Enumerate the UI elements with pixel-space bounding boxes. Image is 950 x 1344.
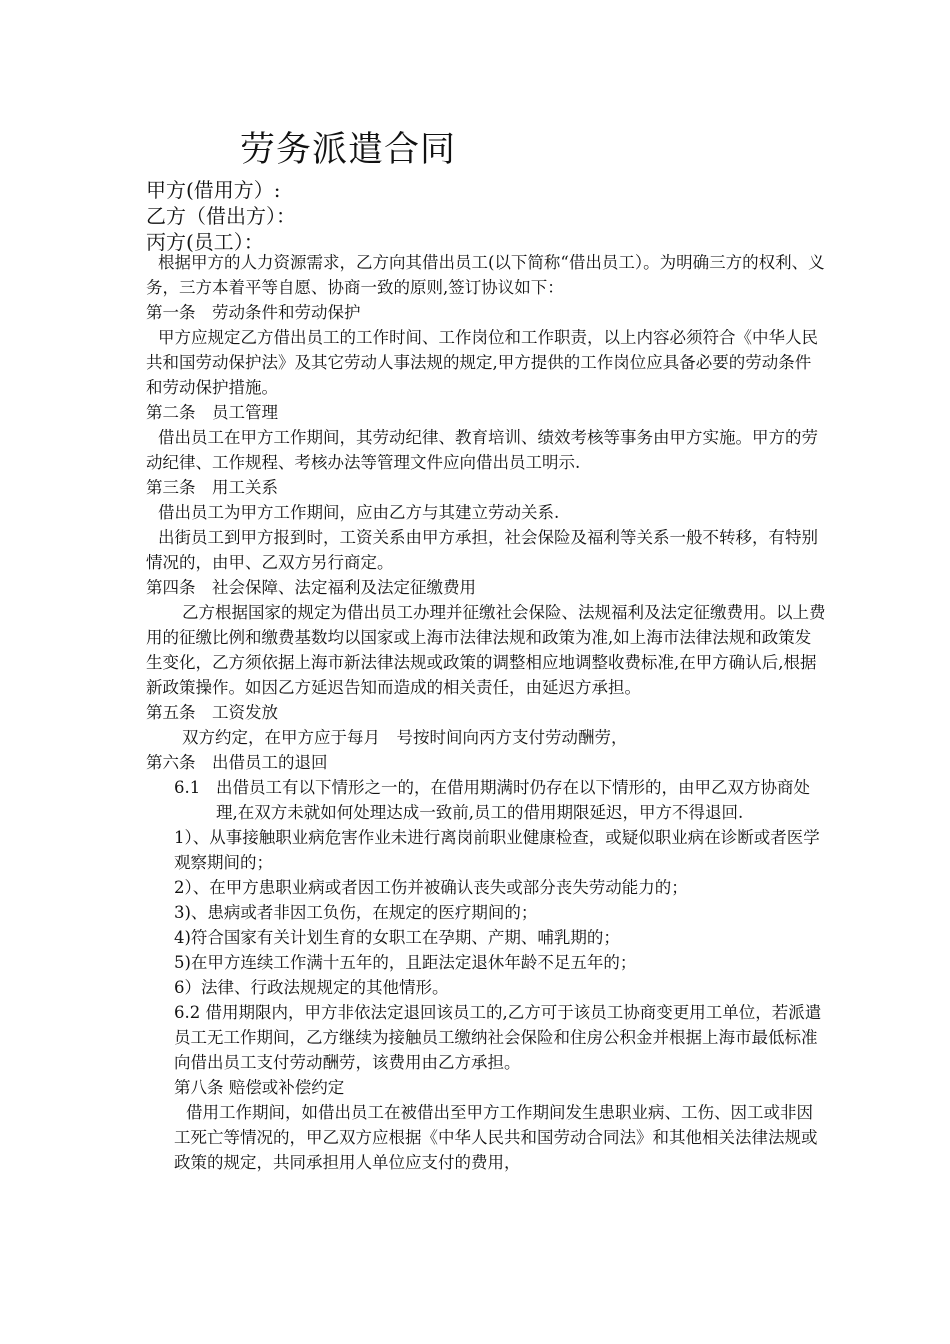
item-6-1	[146, 775, 826, 825]
subitem-1: 1）、从事接触职业病危害作业未进行离岗前职业健康检查，或疑似职业病在诊断或者医学观察期间的；	[174, 828, 820, 872]
article3-heading: 第三条 用工关系	[146, 478, 278, 497]
article8-block	[146, 1075, 826, 1175]
article3-text2: 出街员工到甲方报到时，工资关系由甲方承担，社会保险及福利等关系一般不转移，有特别情况的，由甲、乙双方另行商定。	[146, 528, 818, 572]
article4-text: 乙方根据国家的规定为借出员工办理并征缴社会保险、法规福利及法定征缴费用。以上费用的征缴比例和缴费基数均以国家或上海市法律法规和政策为准,如上海市法律法规和政策发生变化，乙方须依据上海市新法律法规或政策的调整相应地调整收费标准,在甲方确认后,根据新政策操作。如因乙方延迟告知而造成的相关责任，由延迟方承担。	[146, 603, 826, 697]
article3-text1: 借出员工为甲方工作期间，应由乙方与其建立劳动关系.	[158, 503, 560, 522]
intro-paragraph: 根据甲方的人力资源需求，乙方向其借出员工(以下简称“借出员工）。为明确三方的权利、义务，三方本着平等自愿、协商一致的原则,签订协议如下：	[146, 253, 825, 297]
article6-heading: 第六条 出借员工的退回	[146, 753, 328, 772]
subitem-5: 5)在甲方连续工作满十五年的，且距法定退休年龄不足五年的；	[174, 953, 637, 972]
article2-text: 借出员工在甲方工作期间，其劳动纪律、教育培训、绩效考核等事务由甲方实施。甲方的劳动纪律、工作规程、考核办法等管理文件应向借出员工明示.	[146, 428, 818, 472]
subitem-6: 6）法律、行政法规规定的其他情形。	[174, 978, 449, 997]
party-staff: 丙方(员工）：	[146, 230, 264, 254]
article5-text: 双方约定，在甲方应于每月 号按时间向丙方支付劳动酬劳，	[182, 728, 628, 747]
article8-text: 借用工作期间，如借出员工在被借出至甲方工作期间发生患职业病、工伤、因工或非因工死亡等情况的，甲乙双方应根据《中华人民共和国劳动合同法》和其他相关法律法规或政策的规定，共同承担用人单位应支付的费用，	[174, 1103, 818, 1172]
article8-heading: 第八条 赔偿或补偿约定	[174, 1078, 345, 1097]
item-6-1-number: 6.1	[174, 778, 201, 797]
document-title: 劳务派遣合同	[240, 130, 457, 170]
subitem-3: 3)、患病或者非因工负伤，在规定的医疗期间的；	[174, 903, 538, 922]
article4-heading: 第四条 社会保障、法定福利及法定征缴费用	[146, 578, 476, 597]
subitem-4: 4)符合国家有关计划生育的女职工在孕期、产期、哺乳期的；	[174, 928, 620, 947]
party-seller: 乙方（借出方）：	[146, 204, 296, 228]
article1-text: 甲方应规定乙方借出员工的工作时间、工作岗位和工作职责，以上内容必须符合《中华人民共和国劳动保护法》及其它劳动人事法规的规定,甲方提供的工作岗位应具备必要的劳动条件和劳动保护措施。	[146, 328, 818, 397]
item-6-1-subitems	[146, 825, 826, 1075]
article1-heading: 第一条 劳动条件和劳动保护	[146, 303, 361, 322]
subitem-2: 2）、在甲方患职业病或者因工伤并被确认丧失或部分丧失劳动能力的；	[174, 878, 688, 897]
party-buyer: 甲方(借用方）:	[146, 178, 281, 202]
contract-body	[146, 250, 826, 1175]
item-6-2: 6.2 借用期限内，甲方非依法定退回该员工的,乙方可于该员工协商变更用工单位，若派遣员工无工作期间，乙方继续为接触员工缴纳社会保险和住房公积金并根据上海市最低标准向借出员工支付劳动酬劳，该费用由乙方承担。	[174, 1003, 822, 1072]
article2-heading: 第二条 员工管理	[146, 403, 278, 422]
article5-heading: 第五条 工资发放	[146, 703, 278, 722]
item-6-1-text: 出借员工有以下情形之一的，在借用期满时仍存在以下情形的，由甲乙双方协商处理,在双方未就如何处理达成一致前,员工的借用期限延迟，甲方不得退回.	[216, 778, 810, 822]
